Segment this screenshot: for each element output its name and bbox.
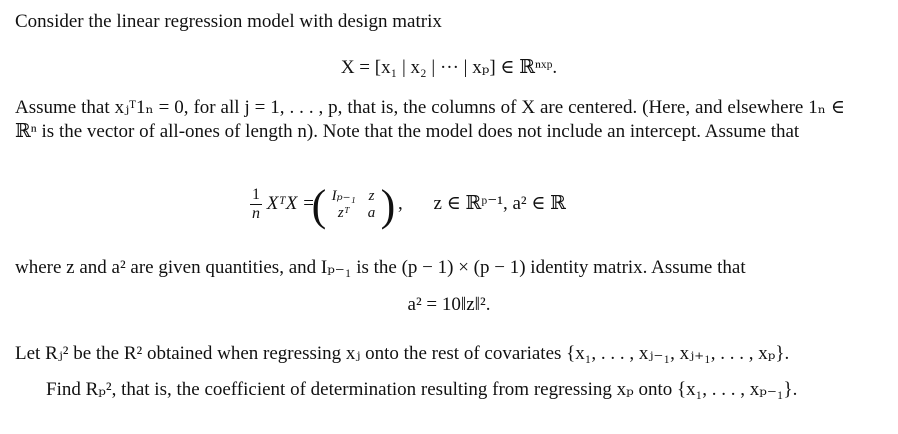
gram-comma: ,: [398, 193, 403, 214]
left-paren: (: [311, 180, 327, 230]
gram-lhs: XᵀX =: [266, 193, 315, 214]
let-text: Let Rⱼ² be the R² obtained when regressing xⱼ onto the rest of covariates {x₁, . . . , xⱼ₋₁, xⱼ₊₁, . . . , xₚ}.: [15, 343, 790, 364]
fraction-numerator: 1: [252, 186, 260, 204]
matrix-entry-11: Iₚ₋₁: [331, 187, 356, 204]
one-over-n-fraction: [250, 186, 262, 223]
a-squared-equation: a² = 10‖z‖².: [407, 294, 491, 315]
right-paren: ): [380, 180, 396, 230]
matrix-entry-22: a: [367, 204, 376, 221]
intro-text: Consider the linear regression model with design matrix: [15, 11, 442, 32]
where-text: where z and a² are given quantities, and Iₚ₋₁ is the (p − 1) × (p − 1) identity matrix. Assume that: [15, 257, 746, 278]
matrix-entry-12: z: [368, 187, 375, 204]
fraction-denominator: n: [252, 205, 260, 223]
matrix-entry-21: zᵀ: [337, 204, 350, 221]
assumption-paragraph: Assume that xⱼᵀ1ₙ = 0, for all j = 1, . . . , p, that is, the columns of X are centered. (Here, and elsewhere 1ₙ ∈ ℝⁿ is the vector of all-ones of length n). Note that the model does not include an intercept. Assume that: [15, 97, 845, 142]
block-matrix: [311, 180, 396, 230]
design-matrix-equation: X = [x₁ | x₂ | ··· | xₚ] ∈ ℝⁿˣᵖ.: [340, 57, 558, 78]
gram-conditions: z ∈ ℝᵖ⁻¹, a² ∈ ℝ: [433, 193, 566, 214]
find-question: Find Rₚ², that is, the coefficient of determination resulting from regressing xₚ onto {x₁, . . . , xₚ₋₁}.: [46, 379, 798, 400]
gram-matrix-equation: [250, 180, 566, 230]
